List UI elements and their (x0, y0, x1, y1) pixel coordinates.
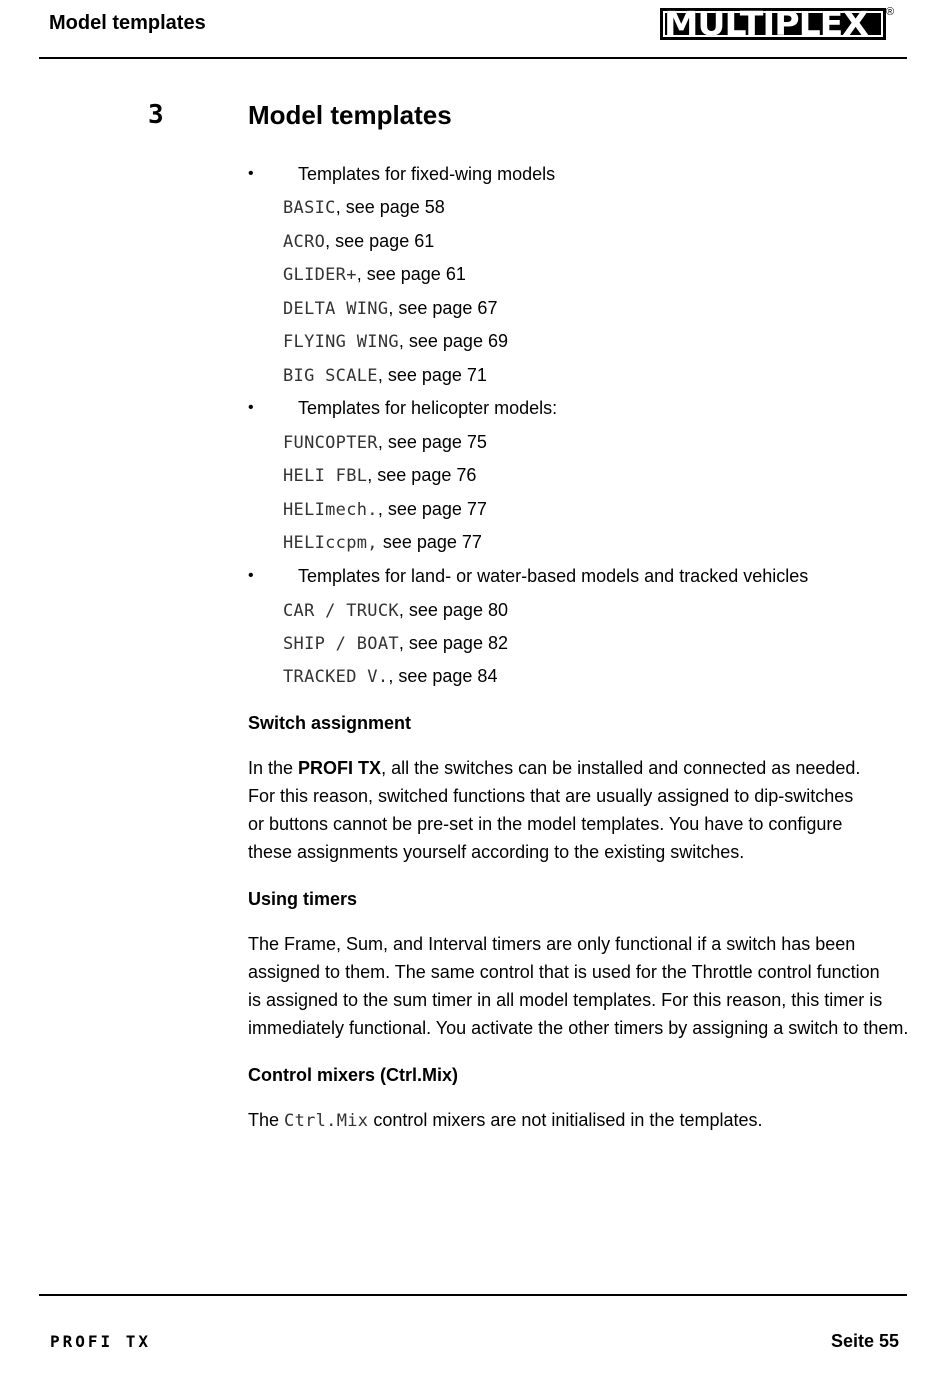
template-name: HELI FBL (283, 466, 368, 486)
template-item (283, 264, 466, 285)
text-run: control mixers are not initialised in the templates. (368, 1110, 763, 1130)
template-item (283, 197, 445, 218)
page-ref: , see page 82 (398, 633, 508, 653)
template-item (283, 600, 508, 621)
section-title: Model templates (248, 100, 452, 130)
template-name: ACRO (283, 232, 326, 252)
text-run: In the (248, 758, 299, 778)
group-label: Templates for helicopter models: (298, 398, 558, 418)
template-item (283, 532, 482, 553)
template-item (283, 633, 508, 654)
page-ref: , see page 61 (325, 231, 435, 251)
paragraph-line: assigned to them. The same control that is used for the Throttle control function (248, 962, 880, 982)
bullet-icon: • (248, 399, 254, 416)
paragraph-line: immediately functional. You activate the other timers by assigning a switch to them. (248, 1018, 909, 1038)
page-ref: , see page 75 (377, 432, 487, 452)
page-ref: , see page 69 (398, 331, 508, 351)
bullet-icon: • (248, 165, 254, 182)
page-ref: , see page 61 (356, 264, 466, 284)
template-item (283, 331, 508, 352)
control-mixers-paragraph (248, 1106, 763, 1135)
registered-mark: ® (886, 6, 895, 18)
code-term: Ctrl.Mix (284, 1111, 369, 1131)
text-run: The (248, 1110, 285, 1130)
footer-product: PROFI TX (50, 1332, 152, 1351)
template-item (283, 365, 487, 386)
text-run: , all the switches can be installed and connected as needed. (381, 758, 861, 778)
paragraph-line (248, 1106, 763, 1135)
section-number: 3 (148, 100, 164, 130)
using-timers-paragraph (248, 930, 908, 1042)
product-name: PROFI TX (298, 758, 382, 778)
template-name: DELTA WING (283, 299, 389, 319)
template-name: HELImech. (283, 500, 378, 520)
page-ref: , see page 84 (388, 666, 498, 686)
control-mixers-heading: Control mixers (Ctrl.Mix) (248, 1065, 459, 1085)
paragraph-line: or buttons cannot be pre-set in the model templates. You have to configure (248, 814, 843, 834)
page-ref: , see page 80 (398, 600, 508, 620)
template-name: BASIC (283, 198, 336, 218)
template-item (283, 465, 476, 486)
page-ref: , see page 76 (367, 465, 477, 485)
page-ref: , see page 58 (335, 197, 445, 217)
header-rule (39, 57, 907, 59)
page-ref: see page 77 (377, 532, 482, 552)
template-item (283, 298, 497, 319)
multiplex-logo (660, 6, 900, 42)
template-item (283, 666, 497, 687)
template-item (283, 499, 487, 520)
template-name: HELIccpm, (283, 533, 378, 553)
template-name: BIG SCALE (283, 366, 378, 386)
group-label: Templates for fixed-wing models (298, 164, 556, 184)
footer-rule (39, 1294, 907, 1296)
paragraph-line (248, 754, 860, 782)
template-name: TRACKED V. (283, 667, 389, 687)
bullet-icon: • (248, 567, 254, 584)
template-name: CAR / TRUCK (283, 601, 399, 621)
switch-assignment-heading: Switch assignment (248, 713, 412, 733)
switch-assignment-paragraph (248, 754, 860, 866)
template-name: SHIP / BOAT (283, 634, 399, 654)
template-item (283, 231, 434, 252)
paragraph-line: is assigned to the sum timer in all model templates. For this reason, this timer is (248, 990, 883, 1010)
page-ref: , see page 77 (377, 499, 487, 519)
page-ref: , see page 67 (388, 298, 498, 318)
paragraph-line: For this reason, switched functions that are usually assigned to dip-switches (248, 786, 854, 806)
footer-page-number: Seite 55 (831, 1331, 900, 1351)
template-name: FLYING WING (283, 332, 399, 352)
paragraph-line: The Frame, Sum, and Interval timers are only functional if a switch has been (248, 934, 856, 954)
template-name: FUNCOPTER (283, 433, 378, 453)
page-header-title: Model templates (49, 12, 206, 34)
group-label: Templates for land- or water-based models and tracked vehicles (298, 566, 809, 586)
page-ref: , see page 71 (377, 365, 487, 385)
using-timers-heading: Using timers (248, 889, 358, 909)
paragraph-line: these assignments yourself according to the existing switches. (248, 842, 745, 862)
logo-text: MULTIPLEX (664, 4, 868, 43)
template-name: GLIDER+ (283, 265, 357, 285)
template-item (283, 432, 487, 453)
